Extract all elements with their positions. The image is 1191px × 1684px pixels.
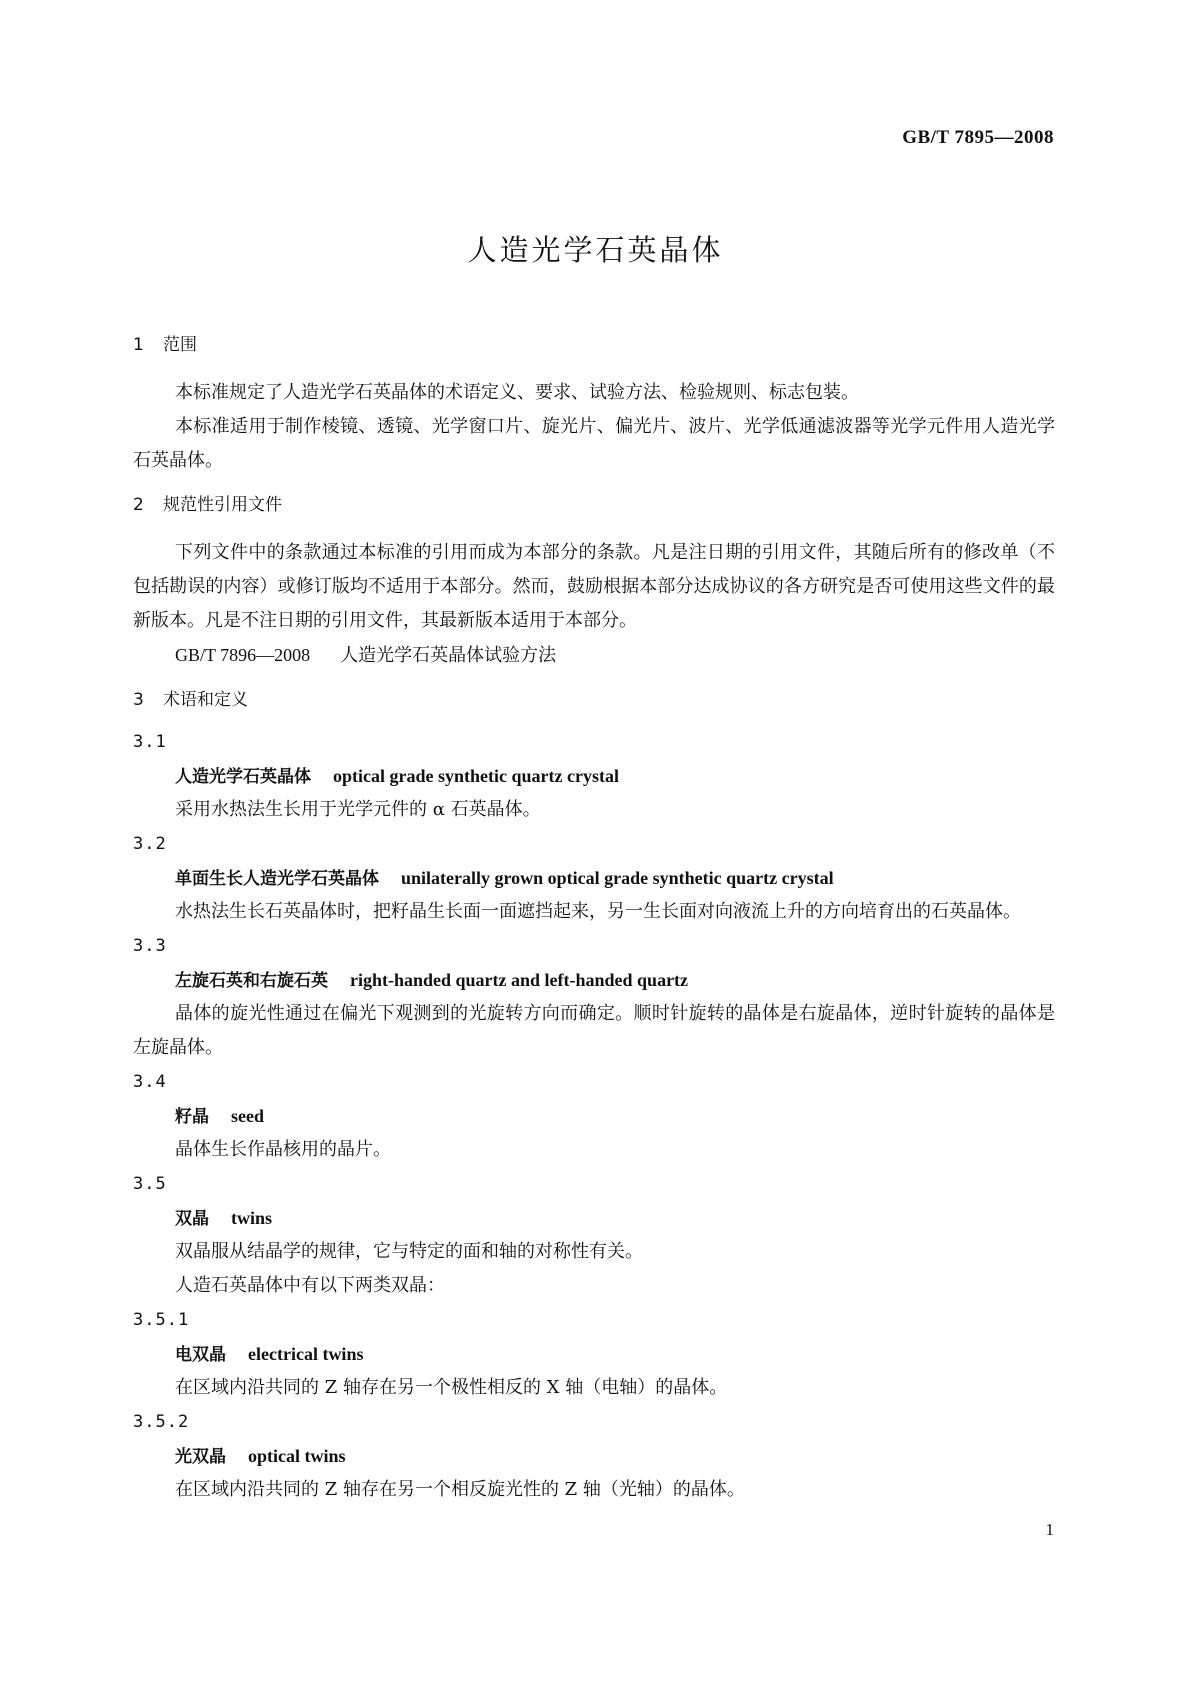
section-title: 术语和定义 [163,690,248,710]
reference-code: GB/T 7896—2008 [175,645,311,665]
term-chinese: 人造光学石英晶体 [175,767,311,787]
term-english: optical grade synthetic quartz crystal [333,766,619,786]
term-number: 3.5.1 [133,1310,190,1330]
section-heading-scope [133,330,1055,360]
term-entry [133,1439,1055,1473]
section-title: 范围 [163,335,197,355]
term-number: 3.1 [133,732,167,752]
term-english: optical twins [248,1446,346,1466]
term-number: 3.5.2 [133,1412,190,1432]
section-heading-normative-references [133,490,1055,520]
term-chinese: 单面生长人造光学石英晶体 [175,869,379,889]
term-english: seed [231,1106,264,1126]
term-definition: 人造石英晶体中有以下两类双晶： [175,1275,445,1296]
section-heading-terms-definitions [133,685,1055,715]
term-definition: 水热法生长石英晶体时，把籽晶生长面一面遮挡起来，另一生长面对向液流上升的方向培育出的石英晶体。 [175,901,1021,922]
reference-title: 人造光学石英晶体试验方法 [340,645,557,666]
term-entry [133,861,1055,895]
standard-number: GB/T 7895—2008 [902,127,1054,148]
term-entry [133,1099,1055,1133]
reference-entry [133,638,1055,673]
term-definition: 晶体生长作晶核用的晶片。 [175,1139,391,1160]
term-english: twins [231,1208,273,1228]
term-definition: 双晶服从结晶学的规律，它与特定的面和轴的对称性有关。 [175,1241,643,1262]
term-chinese: 籽晶 [175,1107,209,1127]
term-entry [133,1201,1055,1235]
term-number: 3.2 [133,834,167,854]
term-chinese: 光双晶 [175,1447,226,1467]
page-number: 1 [1045,1520,1054,1539]
document-body [133,330,1055,1507]
term-entry [133,759,1055,793]
section-number: 2 [133,495,144,515]
paragraph: 本标准规定了人造光学石英晶体的术语定义、要求、试验方法、检验规则、标志包装。 [175,382,859,403]
term-english: unilaterally grown optical grade synthetic quartz crystal [401,868,834,888]
term-english: right-handed quartz and left-handed quartz [350,970,689,990]
section-number: 3 [133,690,144,710]
section-number: 1 [133,335,144,355]
term-entry [133,963,1055,997]
term-chinese: 左旋石英和右旋石英 [175,971,328,991]
term-definition: 在区域内沿共同的 Z 轴存在另一个极性相反的 X 轴（电轴）的晶体。 [175,1377,728,1398]
term-entry [133,1337,1055,1371]
paragraph: 下列文件中的条款通过本标准的引用而成为本部分的条款。凡是注日期的引用文件，其随后所有的修改单（不包括勘误的内容）或修订版均不适用于本部分。然而，鼓励根据本部分达成协议的各方研究是否可使用这些文件的最新版本。凡是不注日期的引用文件，其最新版本适用于本部分。 [133,542,1055,631]
term-english: electrical twins [248,1344,364,1364]
section-title: 规范性引用文件 [163,495,282,515]
term-definition: 在区域内沿共同的 Z 轴存在另一个相反旋光性的 Z 轴（光轴）的晶体。 [175,1479,745,1500]
term-number: 3.4 [133,1072,167,1092]
term-number: 3.3 [133,936,167,956]
term-definition: 采用水热法生长用于光学元件的 α 石英晶体。 [175,799,541,820]
term-definition: 晶体的旋光性通过在偏光下观测到的光旋转方向而确定。顺时针旋转的晶体是右旋晶体，逆时针旋转的晶体是左旋晶体。 [133,1003,1055,1058]
term-chinese: 双晶 [175,1209,209,1229]
term-chinese: 电双晶 [175,1345,226,1365]
term-number: 3.5 [133,1174,167,1194]
paragraph: 本标准适用于制作棱镜、透镜、光学窗口片、旋光片、偏光片、波片、光学低通滤波器等光学元件用人造光学石英晶体。 [133,416,1055,471]
document-title: 人造光学石英晶体 [467,233,724,267]
